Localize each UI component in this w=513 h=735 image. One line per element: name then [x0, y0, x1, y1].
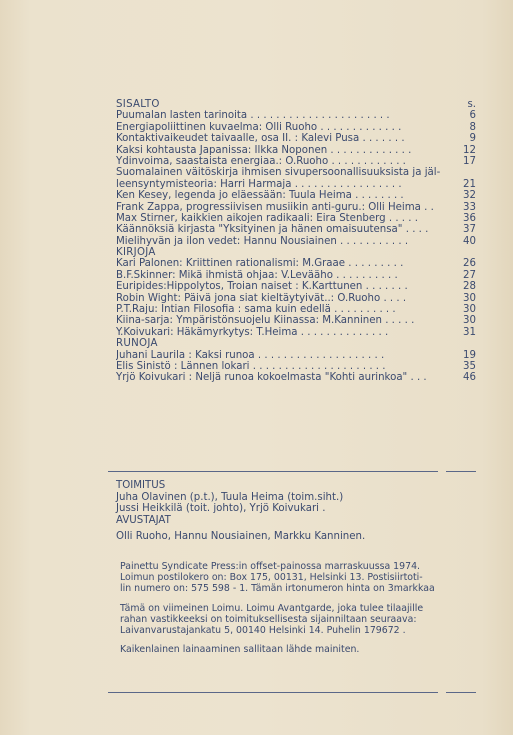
toc-entry [116, 258, 476, 269]
top-divider-right [446, 471, 476, 472]
toc-entry [116, 145, 476, 156]
toc-entry-title: Euripides:Hippolytos, Troian naiset : K.Karttunen . . . . . . . [116, 281, 408, 293]
toc-entry [116, 202, 476, 213]
toc-entry-title: Y.Koivukari: Häkämyrkytys: T.Heima . . . . . . . . . . . . . . [116, 326, 389, 338]
toc-entry-title: Robin Wight: Päivä jona siat kieltäytyivät..: O.Ruoho . . . . [116, 292, 407, 304]
toc-entry-title: Kiina-sarja: Ympäristönsuojelu Kiinassa: M.Kanninen . . . . . [116, 315, 415, 327]
notice-line-1: Tämä on viimeinen Loimu. Loimu Avantgarde, joka tulee tilaajille [120, 602, 424, 614]
toc-body [116, 99, 476, 384]
toc-entry-page: 30 [463, 292, 476, 304]
toc-entry-title: Puumalan lasten tarinoita . . . . . . . . . . . . . . . . . . . . . . [116, 110, 390, 122]
toc-entry-title: Mielihyvän ja ilon vedet: Hannu Nousiainen . . . . . . . . . . . [116, 235, 409, 247]
toc-entry-page: 30 [463, 315, 476, 327]
copyright-notice: Kaikenlainen lainaaminen sallitaan lähde mainiten. [120, 644, 360, 656]
staff-block [116, 480, 466, 543]
toc-entry [116, 213, 476, 224]
toc-entry-page: 27 [463, 269, 476, 281]
toc-entry-page: 46 [463, 372, 476, 384]
toc-entry-page: 12 [463, 144, 476, 156]
toc-entry [116, 281, 476, 292]
toc-entry-title: Ydinvoima, saastaista energiaa.: O.Ruoho . . . . . . . . . . . . [116, 155, 406, 167]
toc-entry [116, 167, 476, 178]
toc-entry-page: 8 [469, 121, 476, 133]
toc-entry-page: 17 [463, 155, 476, 167]
print-info-line-1: Painettu Syndicate Press:in offset-painossa marraskuussa 1974. [120, 561, 421, 572]
toc-entry-page: 19 [463, 349, 476, 361]
toc-entry-title: Juhani Laurila : Kaksi runoa . . . . . . . . . . . . . . . . . . . . [116, 349, 385, 361]
toc-entry-page: 36 [463, 212, 476, 224]
toimitus-heading: TOIMITUS [116, 480, 166, 491]
bottom-divider [108, 692, 438, 693]
toc-entry-title: Käännöksiä kirjasta "Yksityinen ja hänen omaisuutensa" . . . . [116, 224, 429, 236]
toimitus-line-1: Juha Olavinen (p.t.), Tuula Heima (toim.siht.) [116, 491, 344, 503]
notice-line-3: Laivanvarustajankatu 5, 00140 Helsinki 14. Puhelin 179672 . [120, 625, 406, 637]
toc-entry-title: Kari Palonen: Kriittinen rationalismi: M.Graae . . . . . . . . . [116, 258, 404, 270]
toc-entry [116, 156, 476, 167]
toc-section-heading: KIRJOJA [116, 247, 156, 259]
bottom-divider-right [446, 692, 476, 693]
toc-entry [116, 315, 476, 326]
toc-entry [116, 122, 476, 133]
toc-entry-title: Kontaktivaikeudet taivaalle, osa II. : Kalevi Pusa . . . . . . . [116, 133, 405, 145]
notice-line-2: rahan vastikkeeksi on toimituksellisesta sijainniltaan seuraava: [120, 613, 417, 625]
toc-entry-title: Elis Sinistö : Lännen lokari . . . . . . . . . . . . . . . . . . . . . [116, 360, 386, 372]
avustajat-line: Olli Ruoho, Hannu Nousiainen, Markku Kanninen. [116, 531, 366, 543]
toc-entry-page: 21 [463, 178, 476, 190]
toc-entry [116, 361, 476, 372]
toc-entry [116, 179, 476, 190]
toc-entry-page: 26 [463, 258, 476, 270]
toc-entry [116, 190, 476, 201]
toimitus-line-2: Jussi Heikkilä (toit. johto), Yrjö Koivukari . [116, 503, 326, 515]
toc-entry [116, 110, 476, 121]
toc-entry-title: P.T.Raju: Intian Filosofia : sama kuin edellä . . . . . . . . . . [116, 304, 396, 316]
table-of-contents [116, 99, 476, 384]
toc-entry-title: Kaksi kohtausta Japanissa: Ilkka Noponen . . . . . . . . . . . . . [116, 144, 412, 156]
toc-page-abbr: s. [467, 99, 476, 110]
toc-entry-page: 33 [463, 201, 476, 213]
toc-entry-page: 35 [463, 360, 476, 372]
toc-entry-title: leensyntymisteoria: Harri Harmaja . . . . . . . . . . . . . . . . . [116, 178, 402, 190]
toc-entry-title: Ken Kesey, legenda jo eläessään: Tuula Heima . . . . . . . . [116, 190, 404, 202]
toc-entry [116, 270, 476, 281]
toc-entry-title: Suomalainen väitöskirja ihmisen sivupersoonallisuuksista ja jäl- [116, 167, 441, 179]
toc-entry-page: 28 [463, 281, 476, 293]
toc-entry-page: 30 [463, 304, 476, 316]
print-info-line-2: Loimun postilokero on: Box 175, 00131, Helsinki 13. Postisiirtoti- [120, 572, 423, 584]
toc-entry [116, 350, 476, 361]
toc-entry-title: Max Stirner, kaikkien aikojen radikaali: Eira Stenberg . . . . . [116, 212, 418, 224]
print-info-line-3: lin numero on: 575 598 - 1. Tämän irtonumeron hinta on 3markkaa [120, 583, 435, 595]
toc-entry-title: B.F.Skinner: Mikä ihmistä ohjaa: V.Levääho . . . . . . . . . . [116, 269, 398, 281]
top-divider [108, 471, 438, 472]
toc-entry [116, 224, 476, 235]
toc-entry [116, 293, 476, 304]
toc-entry-title: Frank Zappa, progressiivisen musiikin anti-guru.: Olli Heima . . [116, 201, 434, 213]
toc-entry-page: 6 [469, 110, 476, 122]
toc-title-row [116, 99, 476, 110]
toc-entry [116, 327, 476, 338]
toc-entry [116, 236, 476, 247]
toc-entry-title: Energiapoliittinen kuvaelma: Olli Ruoho . . . . . . . . . . . . . [116, 121, 402, 133]
toc-entry-page: 9 [469, 133, 476, 145]
toc-entry [116, 304, 476, 315]
publication-info [120, 561, 470, 655]
toc-entry-page: 40 [463, 235, 476, 247]
toc-entry-page: 37 [463, 224, 476, 236]
toc-title: SISÄLTÖ [116, 99, 160, 110]
toc-entry [116, 133, 476, 144]
toc-entry-title: Yrjö Koivukari : Neljä runoa kokoelmasta "Kohti aurinkoa" . . . [116, 372, 427, 384]
toc-entry [116, 372, 476, 383]
avustajat-heading: AVUSTAJAT [116, 514, 171, 526]
toc-entry-page: 32 [463, 190, 476, 202]
toc-section-heading: RUNOJA [116, 338, 158, 350]
toc-entry-page: 31 [463, 326, 476, 338]
